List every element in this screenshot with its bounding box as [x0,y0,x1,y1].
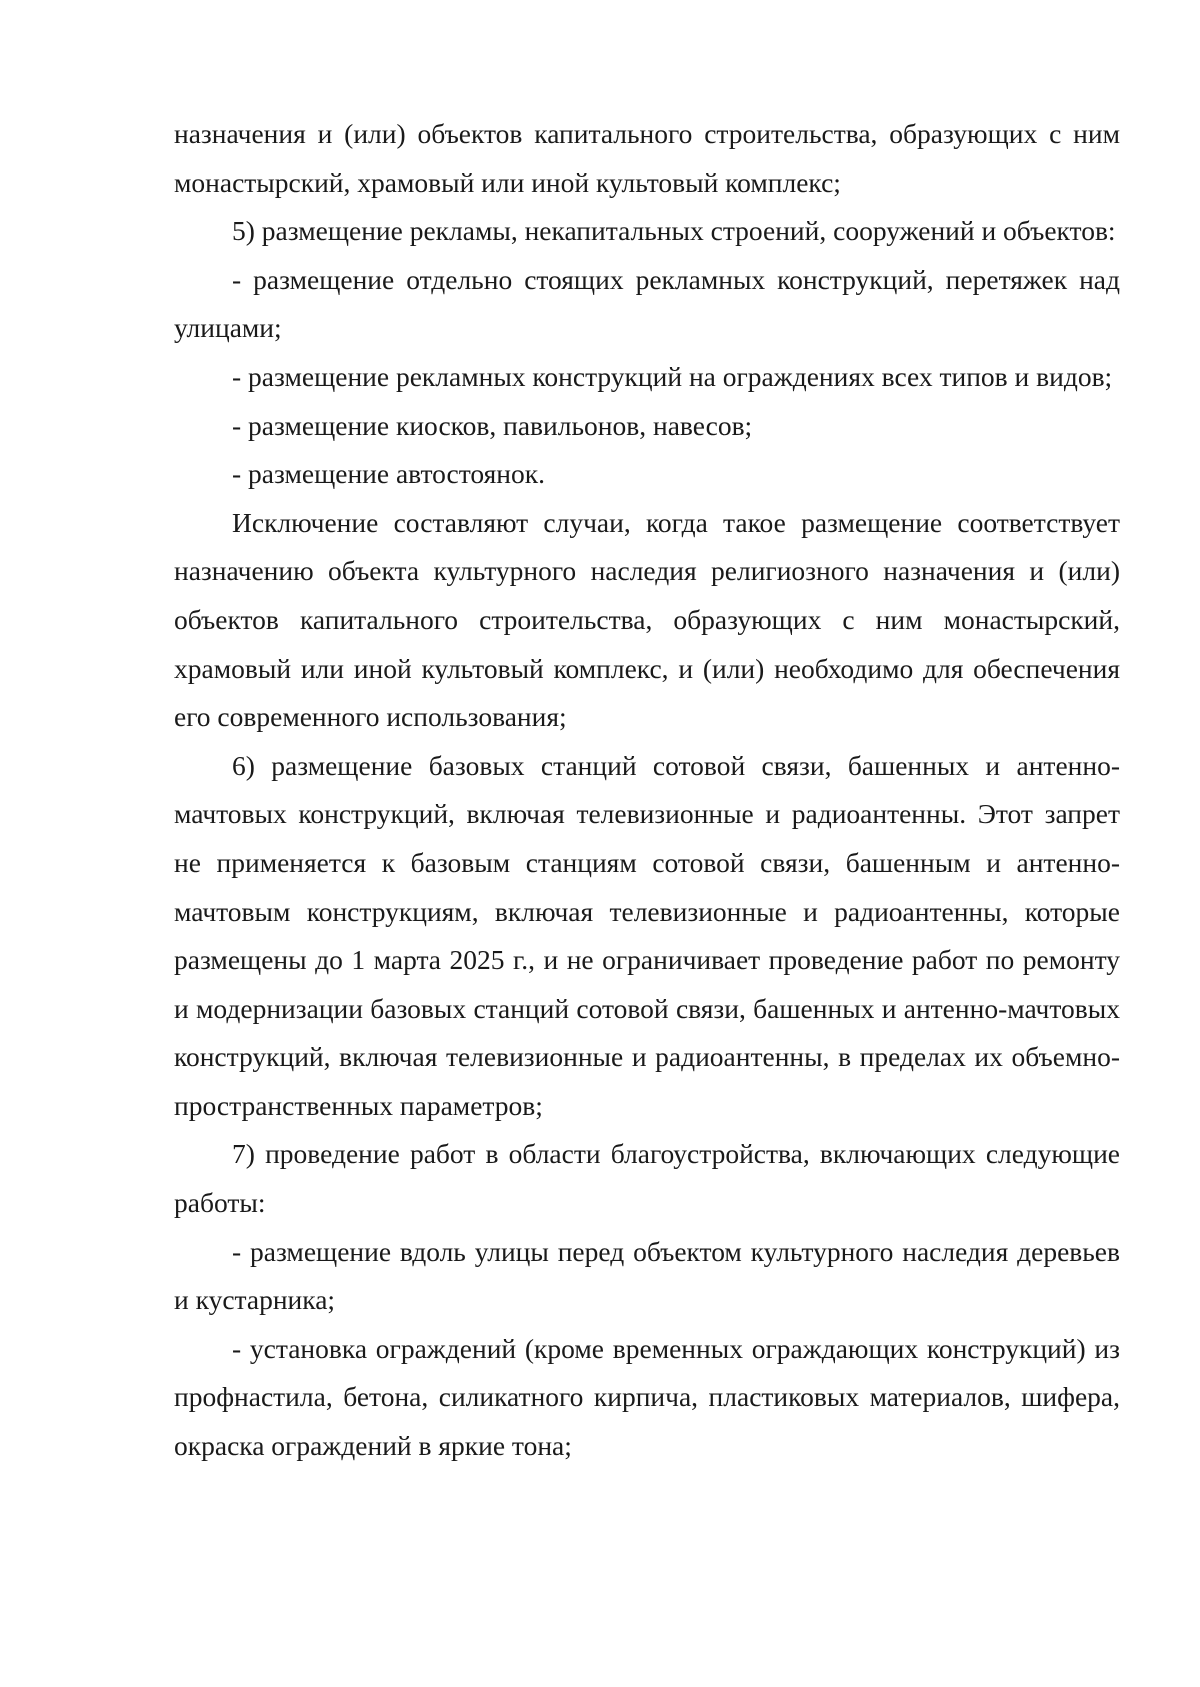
paragraph-exception: Исключение составляют случаи, когда такое размещение соответствует назначению объекта культурного наследия религиозного назначения и (или) объектов капитального строительства, образующих с ним монастырский, храмовый или иной культовый комплекс, и (или) необходимо для обеспечения его современного использования; [174,506,1120,733]
paragraph-subitem-fence-ads: - размещение рекламных конструкций на ограждениях всех типов и видов; [232,360,1113,392]
paragraph-item-7: 7) проведение работ в области благоустройства, включающих следующие работы: [174,1138,1120,1219]
paragraph-subitem-fences: - установка ограждений (кроме временных ограждающих конструкций) из профнастила, бетона, силикатного кирпича, пластиковых материалов, шифера, окраска ограждений в яркие тона; [174,1332,1120,1462]
paragraph-item-6: 6) размещение базовых станций сотовой связи, башенных и антенно-мачтовых конструкций, включая телевизионные и радиоантенны. Этот запрет не применяется к базовым станциям сотовой связи, башенным и антенно-мачтовым конструкциям, включая телевизионные и радиоантенны, которые размещены до 1 марта 2025 г., и не ограничивает проведение работ по ремонту и модернизации базовых станций сотовой связи, башенных и антенно-мачтовых конструкций, включая телевизионные и радиоантенны, в пределах их объемно- пространственных параметров; [174,749,1120,1121]
document-body [174,110,1120,1471]
paragraph-continuation: назначения и (или) объектов капитального строительства, образующих с ним монастырский, храмовый или иной культовый комплекс; [174,118,1120,198]
paragraph-subitem-kiosks: - размещение киосков, павильонов, навесов; [232,409,753,441]
paragraph-subitem-billboards: - размещение отдельно стоящих рекламных конструкций, перетяжек над улицами; [174,263,1120,344]
paragraph-subitem-parking: - размещение автостоянок. [232,458,546,490]
paragraph-subitem-trees: - размещение вдоль улицы перед объектом культурного наследия деревьев и кустарника; [174,1235,1120,1316]
paragraph-item-5: 5) размещение рекламы, некапитальных строений, сооружений и объектов: [232,215,1116,247]
